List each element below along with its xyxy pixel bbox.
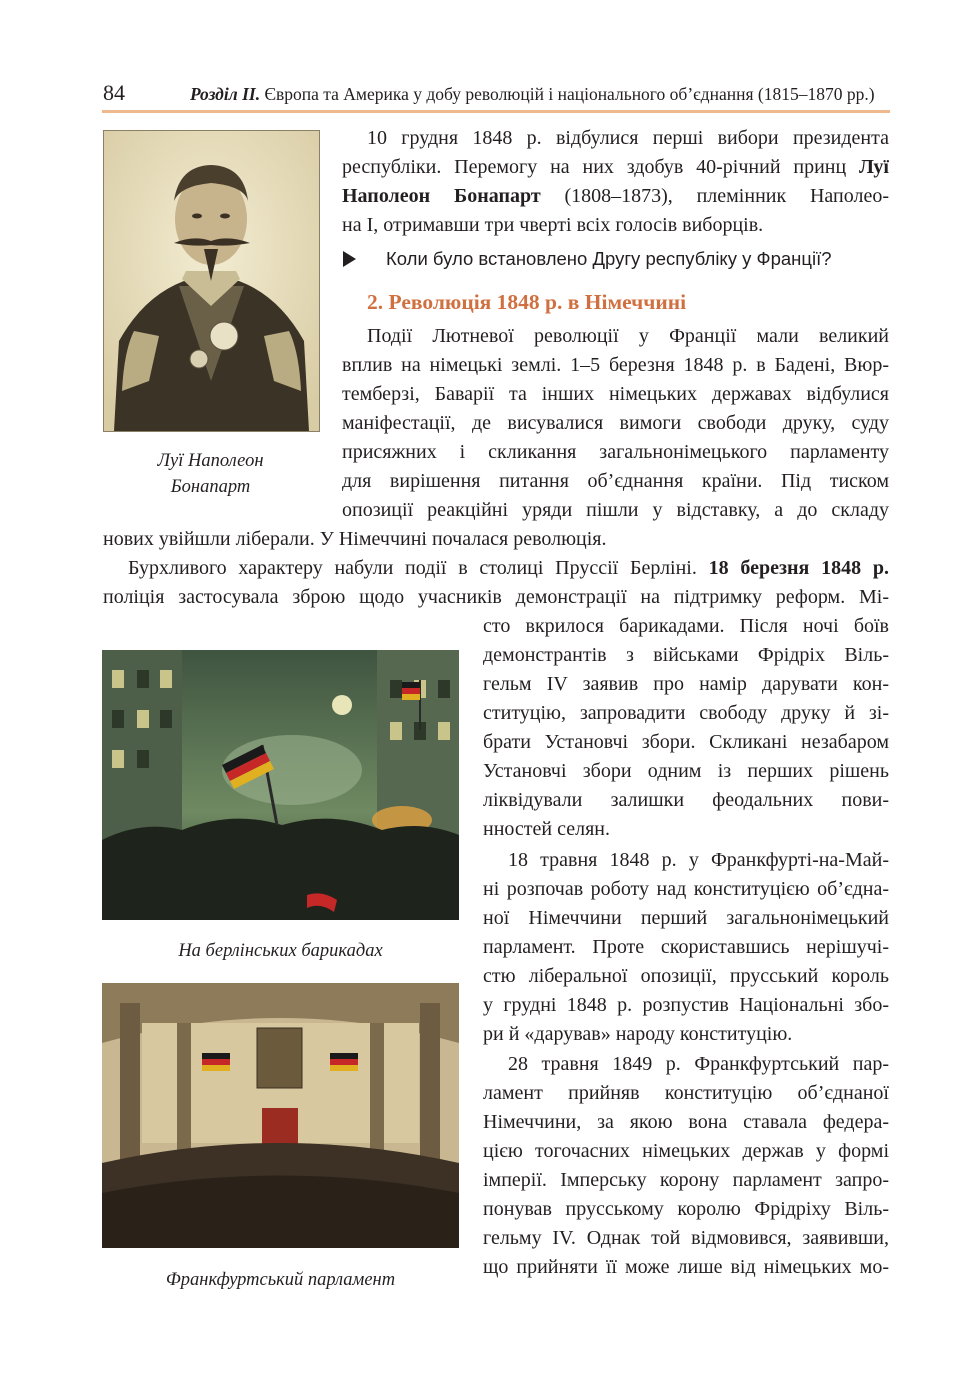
portrait-caption-line-2: Бонапарт [170,477,251,497]
question-text: Коли було встановлено Другу республіку у Франції? [386,248,832,269]
parliament-image [102,983,459,1248]
constitution-line-5: імперії. Імперську корону парламент запро- [483,1169,889,1191]
header-rule [102,110,890,113]
page-number: 84 [103,80,125,105]
barricades-image [102,650,459,920]
berlin-col-line-2: демонстрантів з військами Фрідріх Віль- [483,644,889,666]
berlin-col-line-1: сто вкрилося барикадами. Після ночі боїв [483,615,889,637]
section2-line-5: присяжних і скликання загальнонімецького парламенту [342,441,889,463]
berlin-date-bold: 18 березня 1848 р. [708,557,889,579]
berlin-col-line-3: гельм IV заявив про намір дарувати кон- [483,673,889,695]
frankfurt-line-7: ри й «дарував» народу конституцію. [483,1023,793,1045]
frankfurt-line-3: ної Німеччини перший загальнонімецький [483,907,889,929]
constitution-line-2: ламент прийняв конституцію об’єднаної [483,1082,889,1104]
berlin-line-1 [128,554,889,583]
intro-line-3 [342,182,889,211]
berlin-col-line-5: брати Установчі збори. Скликані незабаром [483,731,889,753]
constitution-line-7: гельму IV. Однак той відмовився, заявивши, [483,1227,889,1249]
intro-line-2 [342,153,889,182]
section2-line-2: вплив на німецькі землі. 1–5 березня 1848 р. в Бадені, Вюр- [342,354,889,376]
section2-line-7: опозиції реакційні уряди пішли у відставку, а до складу [342,499,889,521]
frankfurt-line-2: ні розпочав роботу над конституцією об’єдна- [483,878,889,900]
intro-line-4: на I, отримавши три чверті всіх голосів виборців. [342,214,764,236]
portrait-caption [103,448,318,500]
berlin-line-2: поліція застосувала зброю щодо учасників демонстрації на підтримку реформ. Мі- [103,586,889,608]
intro-line-3-text: (1808–1873), племінник Наполео- [540,185,889,207]
frankfurt-line-1: 18 травня 1848 р. у Франкфурті-на-Май- [508,849,889,871]
portrait-caption-line-1: Луї Наполеон [157,451,264,471]
constitution-line-1: 28 травня 1849 р. Франкфуртський пар- [508,1053,889,1075]
section2-line-8: нових увійшли ліберали. У Німеччині почалася революція. [103,528,607,550]
frankfurt-line-4: парламент. Проте скориставшись нерішучі- [483,936,889,958]
constitution-line-3: Німеччини, за якою вона ставала федера- [483,1111,889,1133]
intro-line-2-text: республіки. Перемогу на них здобув 40-річний принц [342,156,860,178]
frankfurt-line-6: у грудні 1848 р. розпустив Національні збо- [483,994,889,1016]
section-heading: 2. Революція 1848 р. в Німеччині [367,290,687,314]
parliament-caption: Франкфуртський парламент [165,1270,396,1290]
parliament-illustration [102,983,459,1248]
section2-line-1: Події Лютневої революції у Франції мали великий [367,325,889,347]
berlin-col-line-4: ституцію, запровадити свободу друку й зі- [483,702,889,724]
section-title: Європа та Америка у добу революцій і національного об’єднання (1815–1870 рр.) [260,84,875,104]
section2-line-3: темберзі, Баварії та інших німецьких державах відбулися [342,383,889,405]
question-arrow-icon [343,251,356,267]
barricades-caption: На берлінських барикадах [178,941,383,961]
berlin-line-1-text: Бурхливого характеру набули події в столиці Пруссії Берліні. [128,557,709,579]
intro-name-bold-1: Луї [859,156,889,178]
berlin-col-line-8: нностей селян. [483,818,610,840]
intro-name-bold-2: Наполеон Бонапарт [342,185,541,207]
barricades-illustration [102,650,459,920]
running-header [190,84,890,105]
section2-line-4: маніфестації, де висувалися вимоги свободи друку, суду [342,412,889,434]
intro-line-1: 10 грудня 1848 р. відбулися перші вибори президента [367,127,889,149]
constitution-line-8: що прийняти її може лише від німецьких мо- [483,1256,889,1278]
frankfurt-line-5: стю ліберальної опозиції, прусський король [483,965,889,987]
question [343,248,832,270]
section-label: Розділ ІІ. [190,84,261,104]
constitution-line-6: понував прусському королю Фрідріху Віль- [483,1198,889,1220]
portrait-image [103,130,320,432]
section2-line-6: для вирішення питання об’єднання країни. Під тиском [342,470,889,492]
berlin-col-line-7: ліквідували залишки феодальних пови- [483,789,889,811]
portrait-illustration [104,131,319,431]
constitution-line-4: цією тогочасних німецьких держав у формі [483,1140,889,1162]
berlin-col-line-6: Установчі збори одним із перших рішень [483,760,889,782]
